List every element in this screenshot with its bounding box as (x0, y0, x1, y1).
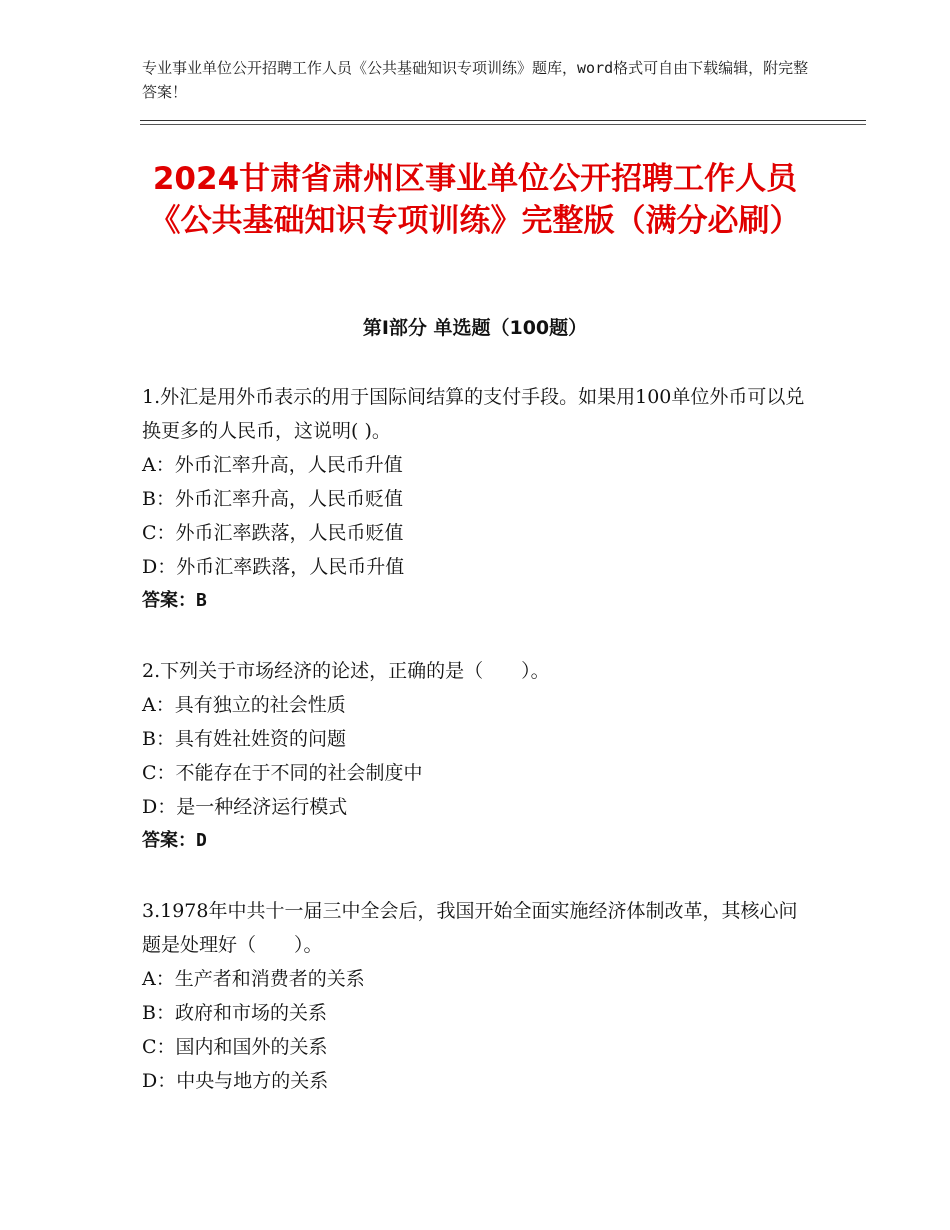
option-d: D：是一种经济运行模式 (142, 796, 348, 818)
option-b: B：政府和市场的关系 (142, 1002, 327, 1024)
answer-line (142, 584, 812, 618)
option-a: A：外币汇率升高，人民币升值 (142, 454, 403, 476)
answer-line (142, 824, 812, 858)
answer-label: 答案： (142, 830, 196, 851)
section-heading: 第Ⅰ部分 单选题（100题） (362, 317, 588, 339)
option-b: B：具有姓社姓资的问题 (142, 728, 346, 750)
answer-value: B (196, 590, 207, 611)
option-b: B：外币汇率升高，人民币贬值 (142, 488, 403, 510)
question-3 (142, 894, 812, 1098)
document-title: 2024甘肃省肃州区事业单位公开招聘工作人员《公共基础知识专项训练》完整版（满分必刷） (149, 161, 801, 239)
option-d: D：中央与地方的关系 (142, 1070, 329, 1092)
question-stem: 2.下列关于市场经济的论述，正确的是（ ）。 (142, 660, 550, 682)
option-c: C：国内和国外的关系 (142, 1036, 328, 1058)
option-a: A：具有独立的社会性质 (142, 694, 346, 716)
option-c: C：不能存在于不同的社会制度中 (142, 762, 423, 784)
question-1 (142, 380, 812, 618)
header-note: 专业事业单位公开招聘工作人员《公共基础知识专项训练》题库，word格式可自由下载编辑，附完整答案！ (142, 59, 809, 101)
option-c: C：外币汇率跌落，人民币贬值 (142, 522, 404, 544)
question-2 (142, 654, 812, 858)
question-list (142, 380, 812, 1134)
header-divider-secondary (140, 124, 866, 125)
option-a: A：生产者和消费者的关系 (142, 968, 365, 990)
question-stem: 1.外汇是用外币表示的用于国际间结算的支付手段。如果用100单位外币可以兑换更多的人民币，这说明( )。 (142, 386, 805, 442)
header-divider (140, 120, 866, 121)
question-stem: 3.1978年中共十一届三中全会后，我国开始全面实施经济体制改革，其核心问题是处理好（ ）。 (142, 900, 798, 956)
answer-value: D (196, 830, 207, 851)
option-d: D：外币汇率跌落，人民币升值 (142, 556, 405, 578)
answer-label: 答案： (142, 590, 196, 611)
